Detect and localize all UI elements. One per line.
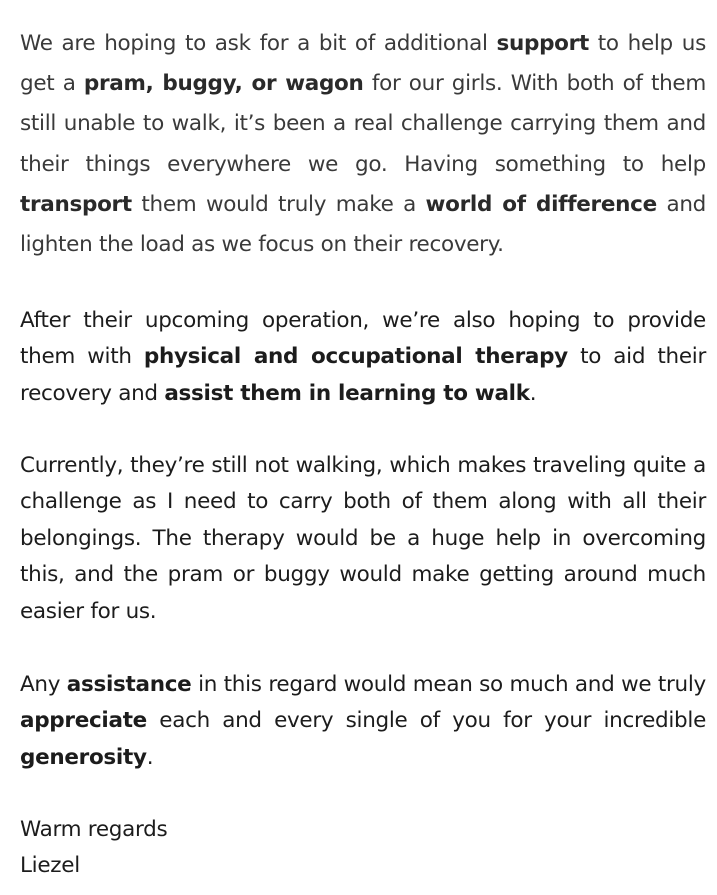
- text-run: to aid their recovery and: [20, 344, 706, 406]
- text-run: Currently, they’re still not walking, which makes traveling quite a challenge as I need to carry both of them along with all their belongings. The therapy would be a huge help in overcoming this, and the pram or buggy would make getting around much easier for us.: [20, 453, 706, 624]
- text-run: .: [146, 744, 154, 770]
- emphasized-text: assist them in learning to walk: [164, 380, 530, 406]
- text-run: After their upcoming operation, we’re also hoping to provide them with: [20, 308, 706, 370]
- emphasized-text: generosity: [20, 744, 147, 770]
- signoff: [20, 812, 167, 885]
- emphasized-text: support: [496, 31, 589, 56]
- emphasized-text: physical and occupational therapy: [143, 344, 568, 370]
- signer-name: Liezel: [20, 853, 80, 879]
- paragraph-gratitude: [20, 667, 706, 776]
- text-run: We are hoping to ask for a bit of additional: [20, 31, 497, 56]
- paragraph-transport-request: [20, 24, 706, 265]
- text-run: in this regard would mean so much and we truly: [191, 672, 706, 697]
- text-run: each and every single of you for your incredible: [146, 708, 706, 734]
- text-run: for our girls. With both of them still unable to walk, it’s been a real challenge carrying them and their things everywhere we go. Having something to help: [20, 71, 707, 177]
- text-run: to help us get a: [20, 31, 706, 97]
- closing-text: Warm regards: [20, 817, 168, 842]
- paragraph-therapy-request: [20, 303, 706, 412]
- text-run: them would truly make a: [131, 191, 426, 217]
- emphasized-text: world of difference: [425, 191, 657, 217]
- emphasized-text: assistance: [66, 672, 192, 697]
- paragraph-current-situation: [20, 448, 706, 630]
- emphasized-text: appreciate: [20, 708, 147, 734]
- emphasized-text: pram, buggy, or wagon: [83, 71, 364, 97]
- text-run: Any: [20, 672, 67, 697]
- emphasized-text: transport: [20, 191, 132, 217]
- text-run: and lighten the load as we focus on their recovery.: [20, 191, 706, 258]
- text-run: .: [529, 380, 537, 406]
